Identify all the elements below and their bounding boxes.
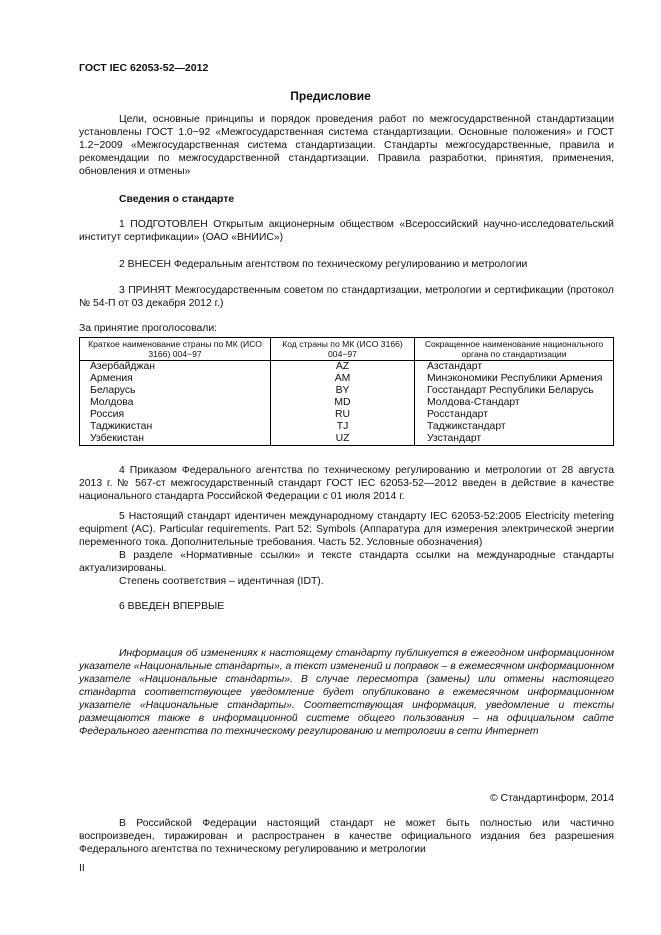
country-cell: Таджикистан (80, 421, 271, 433)
info-notice: Информация об изменениях к настоящему стандарту публикуется в ежегодном информационном указателе «Национальные стандарты», а текст изменений и поправок – в ежемесячном информационном указателе «Национальные стандарты». В случае пересмотра (замены) или отмены настоящего стандарта соответствующее уведомление будет опубликовано в ежемесячном информационном указателе «Национальные стандарты». Соответствующая информация, уведомление и тексты размещаются также в информационной системе общего пользования – на официальном сайте Федерального агентства по техническому регулированию и метрологии в сети Интернет (79, 648, 614, 737)
country-cell: Молдова (80, 397, 271, 409)
intro-paragraph: Цели, основные принципы и порядок проведения работ по межгосударственной стандартизации установлены ГОСТ 1.0−92 «Межгосударственная система стандартизации. Основные положения» и ГОСТ 1.2−2009 «Межгосударственная система стандартизации. Стандарты межгосударственные, правила и рекомендации по межгосударственной стандартизации. Правила разработки, принятия, применения, обновления и отмены» (79, 114, 614, 177)
body-cell: Росстандарт (415, 409, 614, 421)
body-cell: Госстандарт Республики Беларусь (415, 385, 614, 397)
country-cell: Россия (80, 409, 271, 421)
table-row (80, 385, 614, 397)
column-header-code: Код страны по МК (ИСО 3166) 004−97 (271, 338, 415, 361)
table-header-row (80, 338, 614, 361)
item-5-degree: Степень соответствия – идентичная (IDT). (119, 576, 324, 587)
body-cell: Минэкономики Республики Армения (415, 373, 614, 385)
code-cell: RU (271, 409, 415, 421)
body-cell: Молдова-Стандарт (415, 397, 614, 409)
page-title: Предисловие (290, 89, 371, 103)
code-cell: UZ (271, 433, 415, 446)
item-5-refs: В разделе «Нормативные ссылки» и тексте стандарта ссылки на международные стандарты актуализированы. (79, 550, 614, 574)
code-cell: AZ (271, 361, 415, 374)
voting-table (79, 337, 614, 446)
item-1: 1 ПОДГОТОВЛЕН Открытым акционерным обществом «Всероссийский научно-исследовательский институт сертификации» (ОАО «ВНИИС») (79, 219, 614, 243)
country-cell: Армения (80, 373, 271, 385)
document-header: ГОСТ IEC 62053-52—2012 (79, 62, 209, 74)
code-cell: MD (271, 397, 415, 409)
column-header-body: Сокращенное наименование национального органа по стандартизации (415, 338, 614, 361)
item-4: 4 Приказом Федерального агентства по техническому регулированию и метрологии от 28 августа 2013 г. № 567-ст межгосударственный стандарт ГОСТ IEC 62053-52—2012 введен в действие в качестве национального стандарта Российской Федерации с 01 июля 2014 г. (79, 465, 614, 502)
code-cell: TJ (271, 421, 415, 433)
page-number: II (79, 863, 85, 874)
table-row (80, 373, 614, 385)
info-heading: Сведения о стандарте (119, 194, 235, 205)
copyright: © Стандартинформ, 2014 (489, 793, 614, 804)
column-header-country: Краткое наименование страны по МК (ИСО 3166) 004−97 (80, 338, 271, 361)
item-6: 6 ВВЕДЕН ВПЕРВЫЕ (119, 601, 225, 612)
voted-label: За принятие проголосовали: (79, 323, 218, 334)
body-cell: Узстандарт (415, 433, 614, 446)
item-2: 2 ВНЕСЕН Федеральным агентством по техническому регулированию и метрологии (119, 259, 528, 270)
item-5: 5 Настоящий стандарт идентичен международному стандарту IEC 62053-52:2005 Electricity metering equipment (AC). Particular requirements. Part 52: Symbols (Аппаратура для измерения электрической энергии переменного тока. Дополнительные требования. Часть 52. Условные обозначения) (79, 511, 614, 548)
table-row (80, 397, 614, 409)
table-row (80, 361, 614, 374)
table-row (80, 421, 614, 433)
body-cell: Азстандарт (415, 361, 614, 374)
legal-notice: В Российской Федерации настоящий стандарт не может быть полностью или частично воспроизведен, тиражирован и распространен в качестве официального издания без разрешения Федерального агентства по техническому регулированию и метрологии (79, 818, 614, 855)
country-cell: Узбекистан (80, 433, 271, 446)
code-cell: AM (271, 373, 415, 385)
country-cell: Беларусь (80, 385, 271, 397)
table-row (80, 409, 614, 421)
country-cell: Азербайджан (80, 361, 271, 374)
code-cell: BY (271, 385, 415, 397)
table-row (80, 433, 614, 446)
body-cell: Таджикстандарт (415, 421, 614, 433)
item-3: 3 ПРИНЯТ Межгосударственным советом по стандартизации, метрологии и сертификации (протокол № 54-П от 03 декабря 2012 г.) (79, 285, 614, 309)
